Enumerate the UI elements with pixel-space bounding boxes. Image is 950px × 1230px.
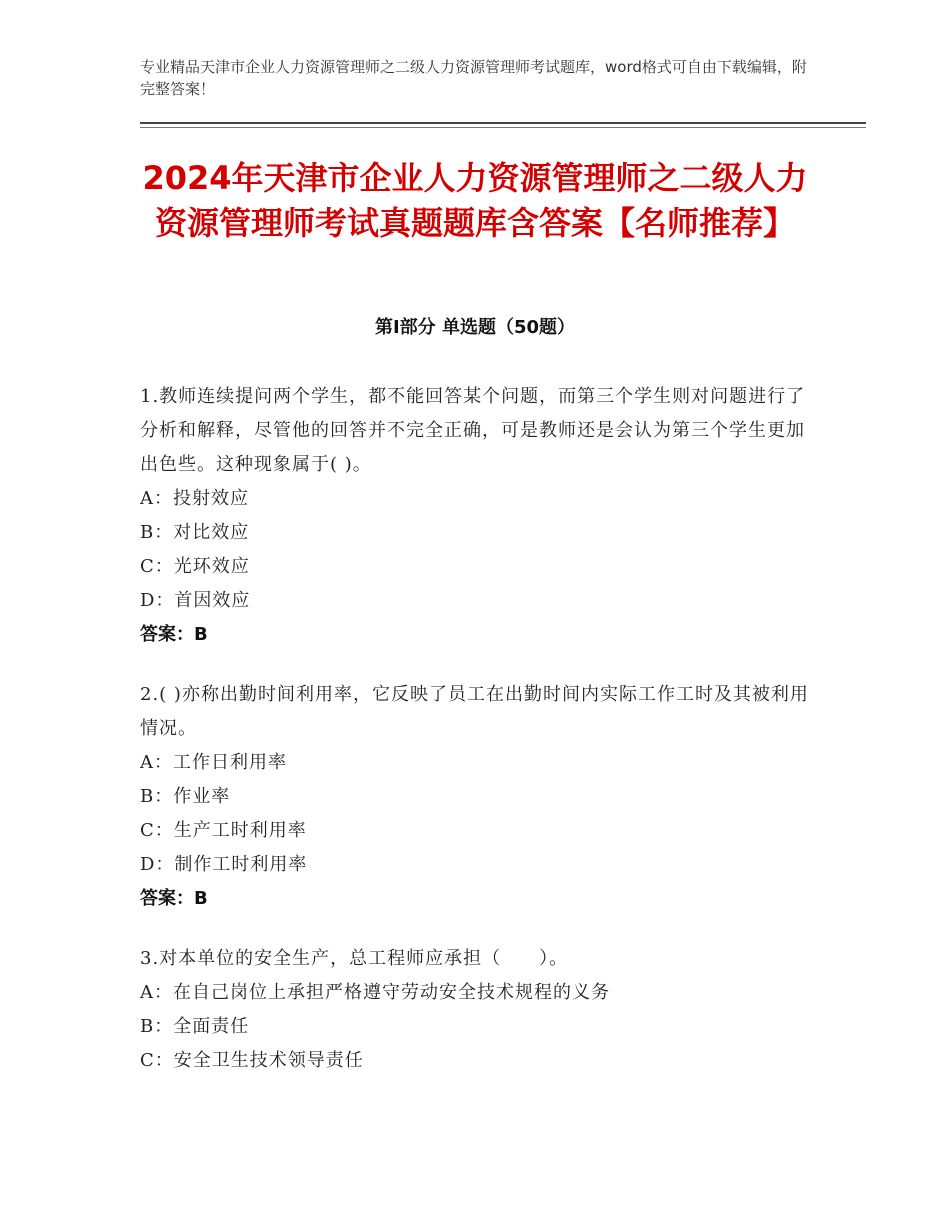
option-d: D：首因效应 bbox=[140, 590, 251, 611]
option-d: D：制作工时利用率 bbox=[140, 854, 308, 875]
question-list bbox=[140, 380, 810, 1104]
question-stem: 2.( )亦称出勤时间利用率，它反映了员工在出勤时间内实际工作工时及其被利用情况。 bbox=[140, 684, 809, 739]
question-stem: 1.教师连续提问两个学生，都不能回答某个问题，而第三个学生则对问题进行了分析和解释，尽管他的回答并不完全正确，可是教师还是会认为第三个学生更加出色些。这种现象属于( )。 bbox=[140, 386, 806, 475]
question-3 bbox=[140, 942, 810, 1078]
option-b: B：作业率 bbox=[140, 786, 231, 807]
header-rule-thin bbox=[140, 127, 866, 128]
option-c: C：安全卫生技术领导责任 bbox=[140, 1050, 364, 1071]
question-stem: 3.对本单位的安全生产，总工程师应承担（ ）。 bbox=[140, 948, 569, 969]
section-heading: 第Ⅰ部分 单选题（50题） bbox=[374, 317, 575, 338]
option-a: A：在自己岗位上承担严格遵守劳动安全技术规程的义务 bbox=[140, 982, 610, 1003]
option-b: B：对比效应 bbox=[140, 522, 250, 543]
header-rule-thick bbox=[140, 122, 866, 124]
option-c: C：光环效应 bbox=[140, 556, 250, 577]
header-note: 专业精品天津市企业人力资源管理师之二级人力资源管理师考试题库，word格式可自由下载编辑，附完整答案！ bbox=[140, 58, 807, 98]
option-c: C：生产工时利用率 bbox=[140, 820, 307, 841]
question-2 bbox=[140, 678, 810, 916]
question-1 bbox=[140, 380, 810, 652]
option-a: A：工作日利用率 bbox=[140, 752, 287, 773]
option-a: A：投射效应 bbox=[140, 488, 249, 509]
answer: 答案：B bbox=[140, 624, 208, 645]
option-b: B：全面责任 bbox=[140, 1016, 250, 1037]
answer: 答案：B bbox=[140, 888, 208, 909]
document-title: 2024年天津市企业人力资源管理师之二级人力资源管理师考试真题题库含答案【名师推荐】 bbox=[142, 159, 808, 242]
